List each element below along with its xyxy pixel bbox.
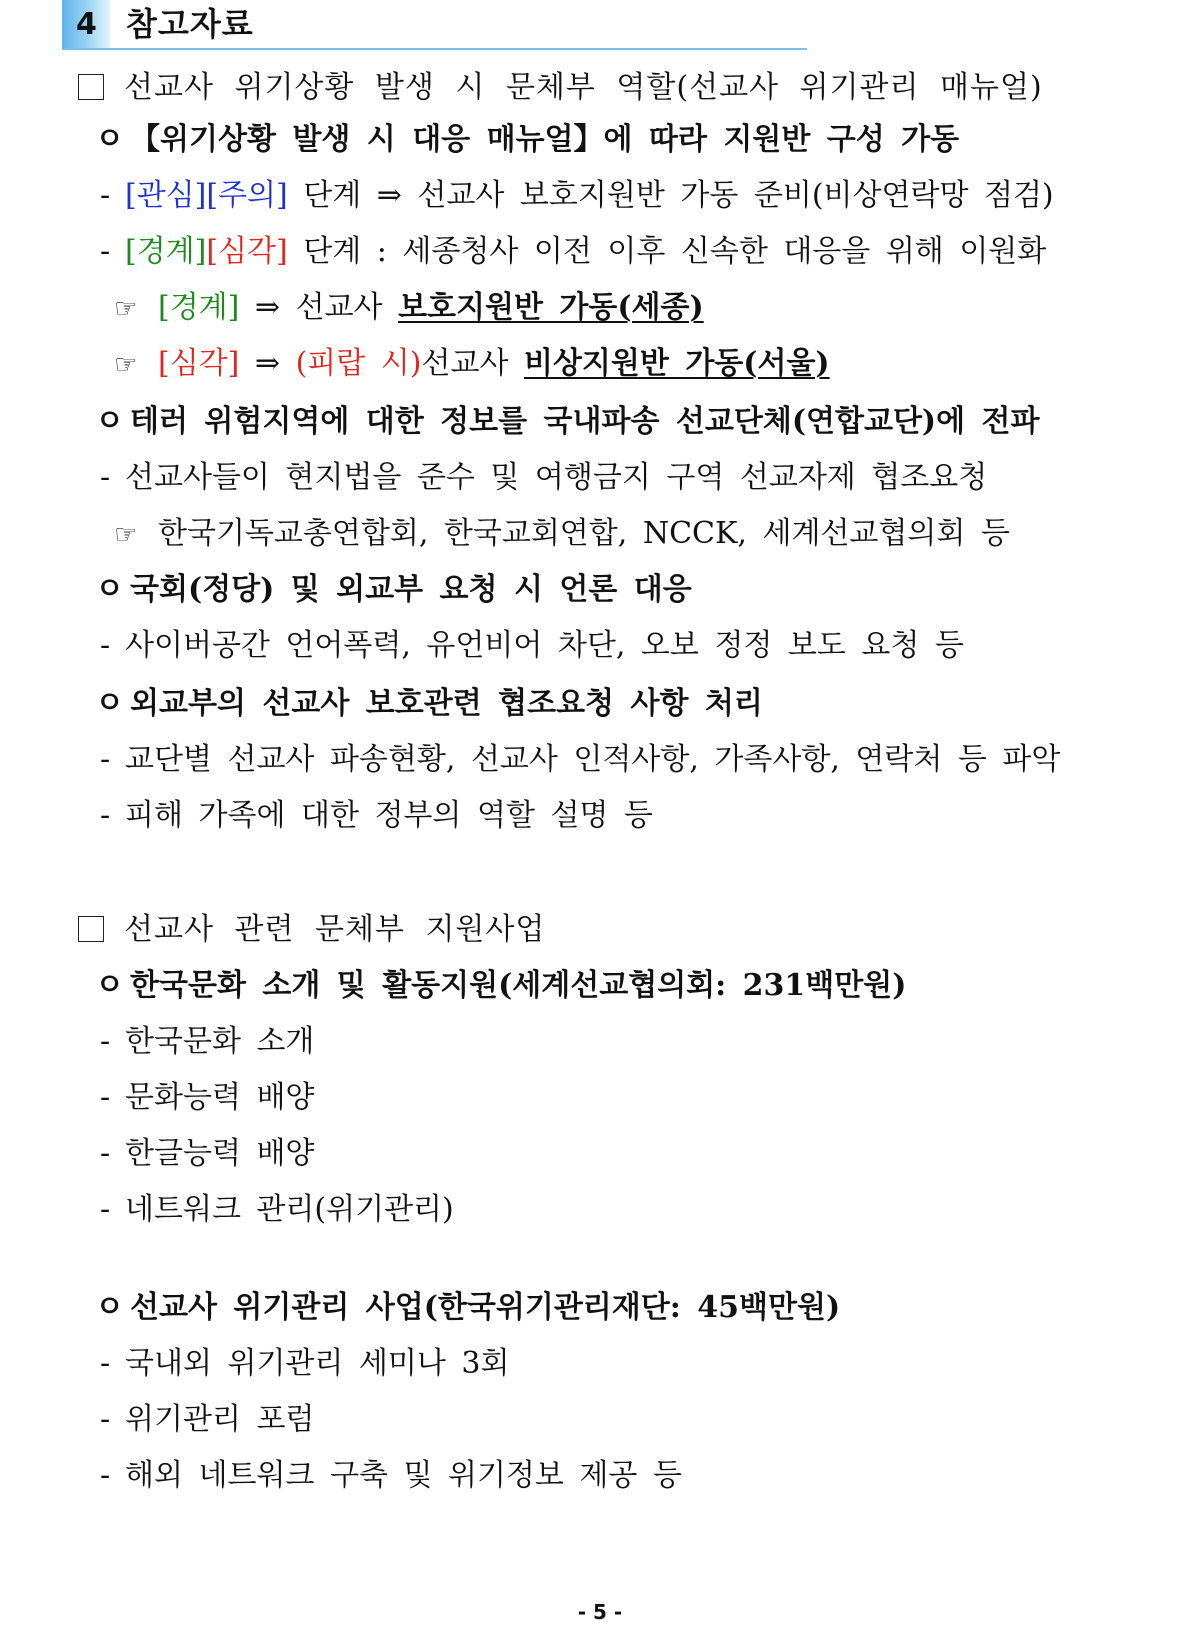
underlined-text: 비상지원반 가동(서울) <box>523 346 830 381</box>
hand-item: ☞ [심각] ⇒ (피랍 시)선교사 비상지원반 가동(서울) <box>114 344 830 385</box>
dash-item: - 한글능력 배양 <box>100 1136 315 1171</box>
dash-item: - 교단별 선교사 파송현황, 선교사 인적사항, 가족사항, 연락처 등 파악 <box>100 742 1061 777</box>
dash-item: - 한국문화 소개 <box>100 1024 315 1059</box>
bullet-icon: ㅇ <box>95 686 124 721</box>
level-tag-caution: [주의] <box>206 178 288 213</box>
pointing-hand-icon: ☞ <box>114 350 138 380</box>
underlined-text: 보호지원반 가동(세종) <box>398 290 704 325</box>
bullet-item: ㅇ 선교사 위기관리 사업(한국위기관리재단: 45백만원) <box>95 1288 840 1328</box>
bullet-item: ㅇ 테러 위험지역에 대한 정보를 국내파송 선교단체(연합교단)에 전파 <box>95 402 1040 442</box>
section-title: 참고자료 <box>126 5 254 43</box>
level-tag-alert: [경계] <box>125 234 207 269</box>
bullet-icon: ㅇ <box>95 122 124 157</box>
hand-item: ☞ [경계] ⇒ 선교사 보호지원반 가동(세종) <box>114 288 704 329</box>
hand-item: ☞ 한국기독교총연합회, 한국교회연합, NCCK, 세계선교협의회 등 <box>114 514 1010 555</box>
bullet-item: ㅇ 한국문화 소개 및 활동지원(세계선교협의회: 231백만원) <box>95 966 906 1006</box>
checkbox-square-icon <box>78 74 104 100</box>
level-tag-serious: [심각] <box>206 234 288 269</box>
dash-item: - [경계][심각] 단계 : 세종청사 이전 이후 신속한 대응을 위해 이원화 <box>100 234 1047 269</box>
section2-heading: 선교사 관련 문체부 지원사업 <box>78 910 545 950</box>
checkbox-square-icon <box>78 916 104 942</box>
level-tag-interest: [관심] <box>125 178 207 213</box>
bullet-item: ㅇ 외교부의 선교사 보호관련 협조요청 사항 처리 <box>95 684 763 724</box>
bullet-item: ㅇ 국회(정당) 및 외교부 요청 시 언론 대응 <box>95 570 692 610</box>
dash-item: - 위기관리 포럼 <box>100 1402 315 1437</box>
pointing-hand-icon: ☞ <box>114 520 138 550</box>
section1-heading: 선교사 위기상황 발생 시 문체부 역할(선교사 위기관리 매뉴얼) <box>78 68 1043 108</box>
dash-item: - 사이버공간 언어폭력, 유언비어 차단, 오보 정정 보도 요청 등 <box>100 628 964 663</box>
dash-item: - [관심][주의] 단계 ⇒ 선교사 보호지원반 가동 준비(비상연락망 점검) <box>100 178 1054 213</box>
dash-item: - 국내외 위기관리 세미나 3회 <box>100 1346 510 1381</box>
section-header <box>62 0 807 50</box>
dash-item: - 피해 가족에 대한 정부의 역할 설명 등 <box>100 798 653 833</box>
section-number: 4 <box>62 0 110 50</box>
bullet-icon: ㅇ <box>95 1290 124 1325</box>
dash-item: - 네트워크 관리(위기관리) <box>100 1192 454 1227</box>
dash-item: - 해외 네트워크 구축 및 위기정보 제공 등 <box>100 1458 682 1493</box>
bullet-icon: ㅇ <box>95 572 124 607</box>
bullet-icon: ㅇ <box>95 968 124 1003</box>
dash-item: - 문화능력 배양 <box>100 1080 315 1115</box>
dash-item: - 선교사들이 현지법을 준수 및 여행금지 구역 선교자제 협조요청 <box>100 460 988 495</box>
bullet-icon: ㅇ <box>95 404 124 439</box>
pointing-hand-icon: ☞ <box>114 294 138 324</box>
page-number: - 5 - <box>577 1600 623 1624</box>
bullet-item: ㅇ 【위기상황 발생 시 대응 매뉴얼】에 따라 지원반 구성 가동 <box>95 120 959 160</box>
header-divider <box>62 48 807 50</box>
